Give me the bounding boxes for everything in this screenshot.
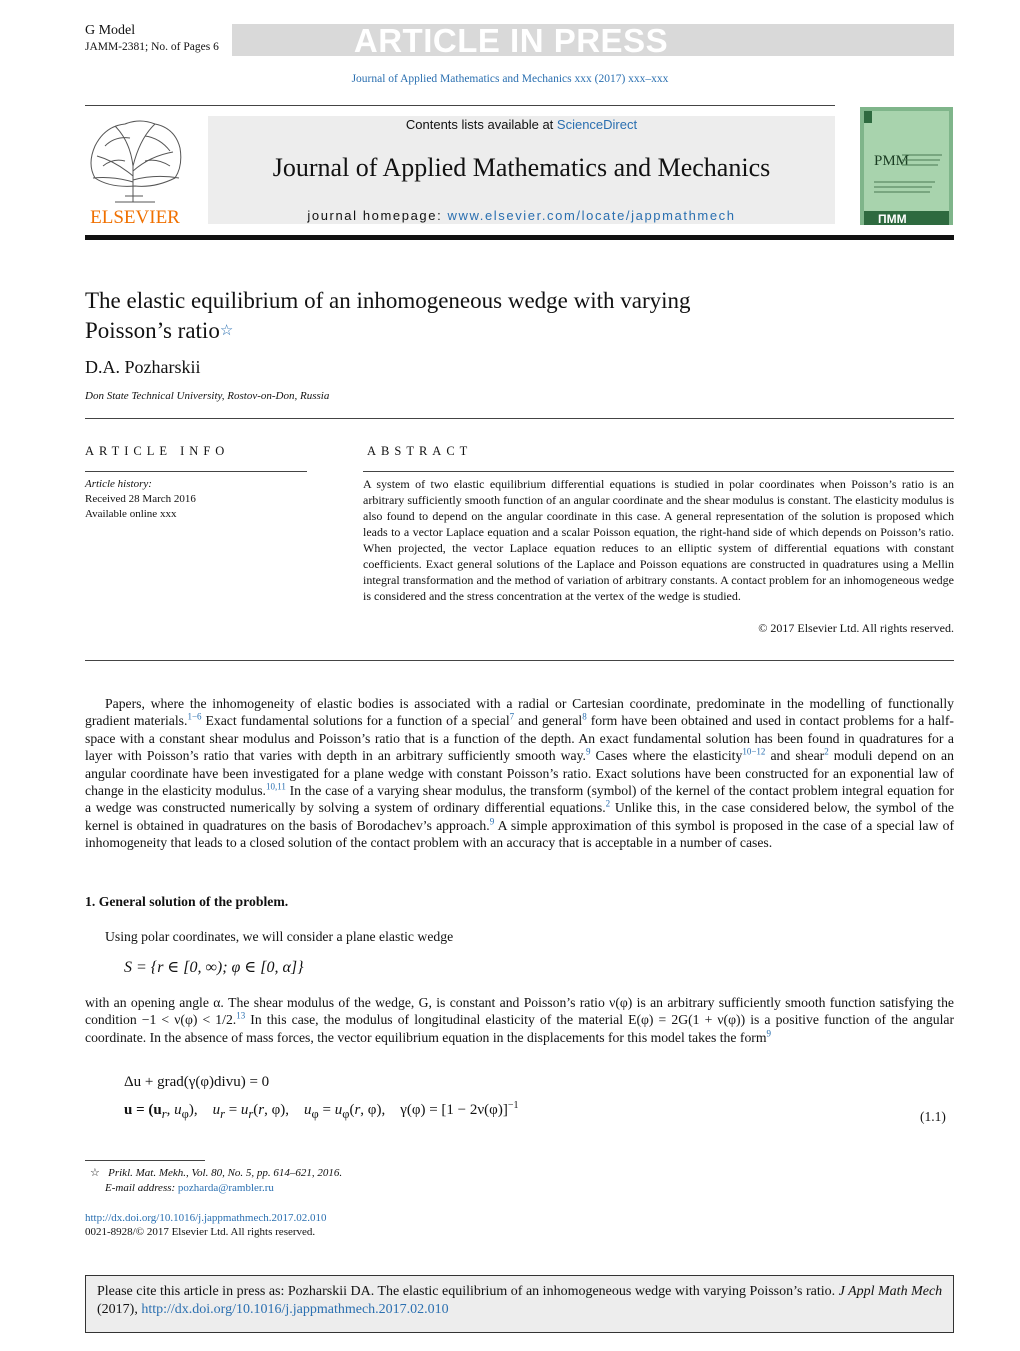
footnote-star-icon: ☆	[90, 1167, 100, 1179]
footnote-email	[105, 1182, 274, 1194]
journal-title: Journal of Applied Mathematics and Mechanics	[272, 153, 771, 182]
paragraph-text: with an opening angle α. The shear modulus of the wedge, G, is constant and Poisson’s ratio ν(φ) is an arbitrary sufficiently smooth function satisfying the condition −1 < ν(φ) < 1/2.	[85, 995, 954, 1028]
intro-text: moduli depend on an angular coordinate have been investigated for a plane wedge with constant Poisson’s ratio. Exact solutions have been constructed for an exponential law of change in the elasticity modulus.	[85, 748, 954, 799]
citation-ref[interactable]: 10,11	[265, 781, 286, 792]
intro-text: Exact fundamental solutions for a function of a special	[201, 713, 510, 729]
homepage-line	[208, 208, 835, 223]
manuscript-ids	[85, 23, 219, 55]
paragraph: Using polar coordinates, we will consider a plane elastic wedge	[105, 929, 454, 944]
cover-pmm-ru-label: ПММ	[878, 212, 907, 225]
cover-image	[860, 107, 953, 225]
divider	[85, 471, 307, 472]
abstract-text: A system of two elastic equilibrium differential equations is studied in polar coordinates when Poisson’s ratio is an arbitrary sufficiently smooth function of an angular coordinate and the shear modulus is constant. The elasticity modulus is also found to depend on the angular coordinate in this case. A general representation of the solution is proposed which leads to a vector Laplace equation and a scalar Poisson equation, the right-hand side of which depends on Poisson’s ratio. When projected, the vector Laplace equation reduces to an elliptic system of differential equations with constant coefficients. Exact general solutions of the Laplace and Poisson equations are constructed in quadratures using a Mellin integral transformation and the method of variation of arbitrary constants. A contact problem for an inhomogeneous wedge is considered and the stress concentration at the vertex of the wedge is studied.	[363, 477, 954, 603]
divider	[85, 418, 954, 419]
article-history	[85, 477, 196, 522]
elsevier-logo[interactable]	[85, 116, 186, 226]
cover-pmm-label: PMM	[874, 153, 910, 169]
cite-text	[97, 1283, 947, 1319]
received-date: Received 28 March 2016	[85, 493, 196, 505]
doi-link[interactable]: http://dx.doi.org/10.1016/j.jappmathmech.2017.02.010	[85, 1212, 327, 1224]
history-label: Article history:	[85, 478, 152, 490]
footnote-divider	[85, 1160, 205, 1161]
citation-ref[interactable]: 1−6	[187, 711, 202, 722]
intro-paragraph	[85, 695, 954, 852]
intro-text: and general	[514, 713, 583, 729]
citation-ref[interactable]: 2	[605, 798, 611, 809]
intro-text: A simple approximation of this symbol is proposed in the case of a special law of inhomogeneity that leads to a closed solution of the contact problem with an accuracy that is acceptable in a number of cases.	[85, 817, 954, 851]
intro-text: Unlike this, in the case considered below, the symbol of the kernel is obtained in quadratures on the basis of Borodachev’s approach.	[85, 800, 954, 833]
citation-ref[interactable]: 8	[582, 711, 587, 722]
equation-wedge-domain: S = {r ∈ [0, ∞); φ ∈ [0, α]}	[124, 959, 304, 976]
elsevier-wordmark: ELSEVIER	[90, 207, 180, 226]
footnote-source	[90, 1166, 342, 1179]
article-in-press-label: ARTICLE IN PRESS	[353, 22, 669, 59]
equation-displacements: $u = (u_r$, $u_\varphi$), $u_r = u_r(r$, φ), $u_\varphi = u_\varphi(r$, φ), $\gamma(\varphi) = [1 - 2\nu(\varphi)]^{-1}$	[124, 1100, 519, 1121]
eq-text: u = (u	[124, 1102, 162, 1118]
online-date: Available online xxx	[85, 508, 177, 520]
issn-line: 0021-8928/© 2017 Elsevier Ltd. All rights reserved.	[85, 1226, 316, 1238]
citation-ref[interactable]: 9	[585, 746, 591, 757]
elsevier-tree-icon	[85, 116, 186, 226]
citation-ref[interactable]: 9	[489, 816, 495, 827]
header-divider	[85, 235, 954, 240]
contents-prefix: Contents lists available at	[405, 117, 557, 132]
cite-prefix: Please cite this article in press as: Pozharskii DA. The elastic equilibrium of an inhomogeneous wedge with varying Poisson’s ratio.	[97, 1284, 839, 1299]
journal-cover-thumbnail[interactable]	[860, 107, 953, 225]
abstract-heading: ABSTRACT	[367, 444, 473, 458]
intro-text: form have been obtained and used in contact problems for a half-space with a constant shear modulus and Poisson’s ratio that is a function of the depth. An exact fundamental solution has been found in quadratures for a layer with Poisson’s ratio that varies with depth in an arbitrary sufficiently smooth way.	[85, 713, 954, 764]
divider	[85, 105, 835, 106]
homepage-link[interactable]: www.elsevier.com/locate/jappmathmech	[447, 208, 736, 223]
footnote-text: Prikl. Mat. Mekh., Vol. 80, No. 5, pp. 614–621, 2016.	[108, 1167, 343, 1179]
citation-ref[interactable]: 7	[509, 711, 515, 722]
divider	[85, 660, 954, 661]
email-link[interactable]: pozharda@rambler.ru	[177, 1182, 274, 1194]
cite-year: (2017),	[97, 1302, 142, 1317]
cite-journal: J Appl Math Mech	[838, 1284, 943, 1299]
article-info-heading: ARTICLE INFO	[85, 444, 230, 458]
affiliation: Don State Technical University, Rostov-on-Don, Russia	[85, 390, 330, 402]
article-title	[85, 286, 845, 346]
abstract-copyright: © 2017 Elsevier Ltd. All rights reserved.	[758, 621, 954, 635]
email-label: E-mail address:	[105, 1182, 178, 1194]
title-line-1: The elastic equilibrium of an inhomogeneous wedge with varying	[85, 288, 691, 313]
citation-ref[interactable]: 9	[766, 1028, 772, 1039]
intro-text: and shear	[765, 748, 825, 764]
equation-equilibrium: Δu + grad(γ(φ)divu) = 0	[124, 1074, 270, 1090]
section-heading: 1. General solution of the problem.	[85, 894, 289, 909]
paragraph-text: In this case, the modulus of longitudinal elasticity of the material E(φ) = 2G(1 + ν(φ)) is a positive function of the angular coordinate. In the absence of mass forces, the vector equilibrium equation in the displacements for this model takes the form	[85, 1012, 954, 1045]
intro-text: Cases where the elasticity	[590, 748, 743, 764]
journal-citation-line[interactable]: Journal of Applied Mathematics and Mechanics xxx (2017) xxx–xxx	[351, 73, 669, 85]
citation-ref[interactable]: 2	[824, 746, 829, 757]
citation-ref[interactable]: 10−12	[742, 746, 766, 757]
gmodel-label: G Model	[85, 23, 136, 38]
author-name: D.A. Pozharskii	[85, 357, 201, 377]
pages-label: JAMM-2381; No. of Pages 6	[85, 41, 219, 53]
intro-text: Papers, where the inhomogeneity of elastic bodies is associated with a radial or Cartesian coordinate, predominate in the modelling of functionally gradient materials.	[85, 696, 954, 729]
paragraph	[85, 994, 954, 1046]
sciencedirect-link[interactable]: ScienceDirect	[556, 117, 638, 132]
equation-number: (1.1)	[920, 1109, 946, 1124]
intro-text: In the case of a varying shear modulus, the transform (symbol) of the kernel of the contact problem integral equation for a wedge was constructed numerically by solving a system of ordinary differential equations.	[85, 783, 955, 816]
contents-line	[208, 117, 835, 132]
homepage-prefix: journal homepage:	[307, 208, 448, 223]
citation-ref[interactable]: 13	[236, 1010, 246, 1021]
title-footnote-star-icon[interactable]: ☆	[219, 323, 234, 339]
cite-doi-link[interactable]: http://dx.doi.org/10.1016/j.jappmathmech.2017.02.010	[141, 1302, 449, 1317]
title-line-2: Poisson’s ratio	[85, 318, 220, 343]
divider	[363, 471, 954, 472]
